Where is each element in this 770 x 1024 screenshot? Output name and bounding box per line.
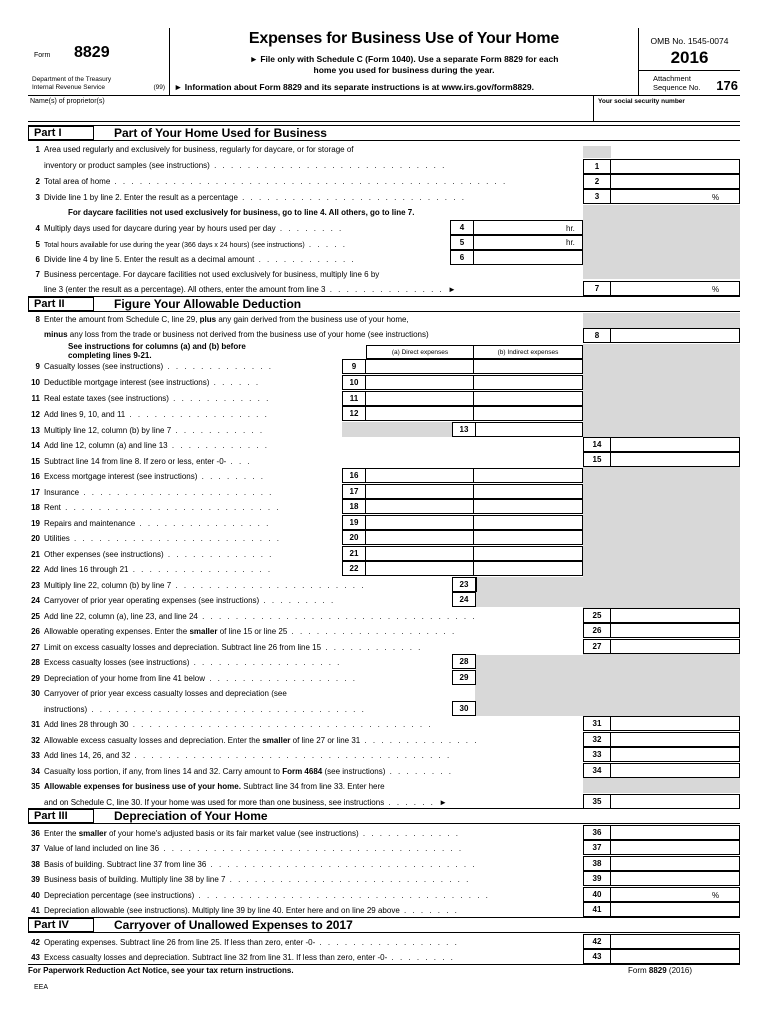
form-title: Expenses for Business Use of Your Home bbox=[248, 30, 560, 47]
line-13: 13 Multiply line 12, column (b) by line 7 . . . . . . . . . . . bbox=[31, 426, 265, 435]
ssn-field[interactable] bbox=[593, 96, 740, 122]
line-32-bold: smaller bbox=[262, 736, 291, 745]
line-7a: 7 Business percentage. For daycare facilities not used exclusively for business, multiply line 6 by bbox=[35, 270, 380, 279]
line-20b-input[interactable] bbox=[474, 530, 583, 545]
line-38-input[interactable] bbox=[611, 856, 740, 871]
line-7a-text: Business percentage. For daycare facilities not used exclusively for business, multiply line 6 by bbox=[44, 270, 380, 279]
line-36-bold: smaller bbox=[78, 829, 107, 838]
line-34-input[interactable] bbox=[611, 763, 740, 778]
line-17-text: Insurance bbox=[44, 488, 80, 497]
line-10-label: 10 bbox=[342, 375, 366, 390]
line-37-label: 37 bbox=[583, 840, 611, 855]
line-35a: 35 Allowable expenses for business use of your home. Subtract line 34 from line 33. Enter here bbox=[31, 782, 385, 791]
footer-rule bbox=[28, 964, 740, 965]
line-17a-input[interactable] bbox=[366, 484, 474, 499]
line-28-text: Excess casualty losses (see instructions) bbox=[44, 658, 190, 667]
line-38-label: 38 bbox=[583, 856, 611, 871]
line-31-label: 31 bbox=[583, 716, 611, 731]
line-7-input[interactable] bbox=[611, 281, 740, 296]
line-11b-input[interactable] bbox=[474, 391, 583, 406]
line-15: 15 Subtract line 14 from line 8. If zero or less, enter -0- . . . bbox=[31, 457, 252, 466]
line-36: 36 Enter the smaller of your home's adjusted basis or its fair market value (see instructions) . . . . . . . . . . . . bbox=[31, 829, 460, 838]
line-2-input[interactable] bbox=[611, 174, 740, 189]
line-37-text: Value of land included on line 36 bbox=[44, 844, 160, 853]
line-8-input[interactable] bbox=[611, 328, 740, 343]
form-header bbox=[28, 28, 740, 96]
shade bbox=[583, 778, 740, 793]
line-3-input[interactable] bbox=[611, 189, 740, 204]
line-19b-input[interactable] bbox=[474, 515, 583, 530]
line-36-input[interactable] bbox=[611, 825, 740, 840]
line-18a-input[interactable] bbox=[366, 499, 474, 514]
footer-form-pre: Form bbox=[628, 966, 649, 975]
line-17-label: 17 bbox=[342, 484, 366, 499]
line-30b: instructions) . . . . . . . . . . . . . . . . . . . . . . . . . . . . . . . . . bbox=[44, 705, 366, 714]
line-13-text: Multiply line 12, column (b) by line 7 bbox=[44, 426, 172, 435]
column-note-1: See instructions for columns (a) and (b) before bbox=[68, 342, 246, 351]
line-21: 21 Other expenses (see instructions) . . . . . . . . . . . . . bbox=[31, 550, 274, 559]
part-4-title: Carryover of Unallowed Expenses to 2017 bbox=[114, 918, 353, 932]
instruction-2[interactable]: ► Information about Form 8829 and its separate instructions is at www.irs.gov/form8829. bbox=[174, 82, 534, 92]
shade bbox=[583, 205, 740, 279]
line-35a-bold: Allowable expenses for business use of your home. bbox=[44, 782, 241, 791]
part-4-header bbox=[28, 917, 740, 933]
line-9-text: Casualty losses (see instructions) bbox=[44, 362, 164, 371]
part-2-header bbox=[28, 296, 740, 312]
line-22: 22 Add lines 16 through 21 . . . . . . . . . . . . . . . . . bbox=[31, 565, 273, 574]
col-b-header: (b) Indirect expenses bbox=[474, 345, 583, 359]
dept-line1: Department of the Treasury bbox=[32, 76, 112, 83]
line-18-label: 18 bbox=[342, 499, 366, 514]
line-5-label: 5 bbox=[450, 235, 474, 250]
line-4: 4 Multiply days used for daycare during year by hours used per day . . . . . . . . bbox=[35, 224, 344, 233]
line-32-label: 32 bbox=[583, 732, 611, 747]
line-5-text: Total hours available for use during the year (366 days x 24 hours) (see instructions) bbox=[44, 242, 305, 249]
line-26-pre: Allowable operating expenses. Enter the bbox=[44, 627, 188, 636]
line-10b-input[interactable] bbox=[474, 375, 583, 390]
hr-5: hr. bbox=[566, 238, 575, 247]
line-35-input[interactable] bbox=[611, 794, 740, 809]
col-a-header: (a) Direct expenses bbox=[366, 345, 474, 359]
line-15-input[interactable] bbox=[611, 452, 740, 467]
line-10: 10 Deductible mortgage interest (see instructions) . . . . . . bbox=[31, 378, 261, 387]
line-41-input[interactable] bbox=[611, 902, 740, 917]
line-2-text: Total area of home bbox=[44, 177, 111, 186]
line-8b-post: any loss from the trade or business not derived from the business use of your home (see instructions) bbox=[69, 330, 429, 339]
line-17: 17 Insurance . . . . . . . . . . . . . . . . . . . . . . . bbox=[31, 488, 274, 497]
line-22b-input[interactable] bbox=[474, 561, 583, 576]
form-number: 8829 bbox=[74, 44, 110, 61]
line-8b-bold: minus bbox=[44, 330, 68, 339]
line-31-input[interactable] bbox=[611, 716, 740, 731]
line-20-text: Utilities bbox=[44, 534, 70, 543]
line-2: 2 Total area of home . . . . . . . . . . . . . . . . . . . . . . . . . . . . . . . . . . . . . . . . . . . . . . . bbox=[35, 177, 508, 186]
line-23-input[interactable] bbox=[476, 577, 477, 592]
line-9b-input[interactable] bbox=[474, 359, 583, 374]
line-26-label: 26 bbox=[583, 623, 611, 638]
line-19-text: Repairs and maintenance bbox=[44, 519, 136, 528]
line-3-label: 3 bbox=[583, 189, 611, 204]
line-32-pre: Allowable excess casualty losses and depreciation. Enter the bbox=[44, 736, 261, 745]
sequence-number: 176 bbox=[716, 78, 738, 93]
part-3-header bbox=[28, 808, 740, 824]
line-23: 23 Multiply line 22, column (b) by line 7 . . . . . . . . . . . . . . . . . . . . . . . bbox=[31, 581, 366, 590]
line-30a-text: Carryover of prior year excess casualty losses and depreciation (see bbox=[44, 689, 287, 698]
line-36-post: of your home's adjusted basis or its fair market value (see instructions) bbox=[108, 829, 359, 838]
shade bbox=[342, 422, 452, 437]
line-32-post: of line 27 or line 31 bbox=[292, 736, 361, 745]
line-9-label: 9 bbox=[342, 359, 366, 374]
line-30a: 30 Carryover of prior year excess casualty losses and depreciation (see bbox=[31, 689, 287, 698]
line-28-label: 28 bbox=[452, 654, 476, 669]
part-1-tag: Part I bbox=[28, 126, 94, 140]
line-43: 43 Excess casualty losses and depreciation. Subtract line 32 from line 31. If less than zero, enter -0- . . . . . . . . bbox=[31, 953, 455, 962]
line-20-label: 20 bbox=[342, 530, 366, 545]
line-24: 24 Carryover of prior year operating expenses (see instructions) . . . . . . . . . bbox=[31, 596, 336, 605]
column-note-2: completing lines 9-21. bbox=[68, 351, 152, 360]
line-19a-input[interactable] bbox=[366, 515, 474, 530]
pct-7: % bbox=[712, 285, 720, 294]
line-42: 42 Operating expenses. Subtract line 26 from line 25. If less than zero, enter -0- . . . . . . . . . . . . . . . . . bbox=[31, 938, 459, 947]
line-8a: 8 Enter the amount from Schedule C, line 29, plus any gain derived from the business use of your home, bbox=[35, 315, 409, 324]
part-3-title: Depreciation of Your Home bbox=[114, 809, 268, 823]
line-27-label: 27 bbox=[583, 639, 611, 654]
line-40-label: 40 bbox=[583, 887, 611, 902]
line-11-text: Real estate taxes (see instructions) bbox=[44, 394, 169, 403]
line-30b-text: instructions) bbox=[44, 705, 88, 714]
shade bbox=[583, 344, 740, 437]
line-14-text: Add line 12, column (a) and line 13 bbox=[44, 441, 168, 450]
form-footer-id bbox=[628, 966, 692, 975]
line-31-text: Add lines 28 through 30 bbox=[44, 720, 129, 729]
line-38-text: Basis of building. Subtract line 37 from line 36 bbox=[44, 860, 207, 869]
line-21-text: Other expenses (see instructions) bbox=[44, 550, 164, 559]
line-9: 9 Casualty losses (see instructions) . . . . . . . . . . . . . bbox=[35, 362, 273, 371]
line-25-input[interactable] bbox=[611, 608, 740, 623]
instruction-1 bbox=[170, 54, 638, 76]
line-30-label: 30 bbox=[452, 701, 476, 716]
line-29: 29 Depreciation of your home from line 41 below . . . . . . . . . . . . . . . . . . bbox=[31, 674, 357, 683]
line-43-text: Excess casualty losses and depreciation. Subtract line 32 from line 31. If less than zero, enter -0- bbox=[44, 953, 388, 962]
omb-number: OMB No. 1545-0074 bbox=[650, 36, 729, 46]
line-6-label: 6 bbox=[450, 250, 474, 265]
line-22a-input[interactable] bbox=[366, 561, 474, 576]
form-id-block bbox=[28, 28, 170, 96]
line-16-text: Excess mortgage interest (see instructions) bbox=[44, 472, 198, 481]
line-10-text: Deductible mortgage interest (see instructions) bbox=[44, 378, 210, 387]
line-33-input[interactable] bbox=[611, 747, 740, 762]
line-36-label: 36 bbox=[583, 825, 611, 840]
line-1b-text: inventory or product samples (see instructions) bbox=[44, 161, 210, 170]
line-18: 18 Rent . . . . . . . . . . . . . . . . . . . . . . . . . . bbox=[31, 503, 281, 512]
line-42-input[interactable] bbox=[611, 934, 740, 949]
line-40-text: Depreciation percentage (see instructions) bbox=[44, 891, 195, 900]
line-8b bbox=[28, 330, 429, 339]
line-34-post: (see instructions) bbox=[324, 767, 386, 776]
line-39-label: 39 bbox=[583, 871, 611, 886]
line-16a-input[interactable] bbox=[366, 468, 474, 483]
line-6-text: Divide line 4 by line 5. Enter the result as a decimal amount bbox=[44, 255, 255, 264]
line-34-bold: Form 4684 bbox=[282, 767, 323, 776]
part-2-tag: Part II bbox=[28, 297, 94, 311]
line-5: 5 Total hours available for use during the year (366 days x 24 hours) (see instructions) . . . . . bbox=[35, 240, 347, 249]
line-12: 12 Add lines 9, 10, and 11 . . . . . . . . . . . . . . . . . bbox=[31, 410, 269, 419]
line-18-text: Rent bbox=[44, 503, 61, 512]
line-37: 37 Value of land included on line 36 . . . . . . . . . . . . . . . . . . . . . . . . . . . . . . . . . . . . bbox=[31, 844, 464, 853]
line-11a-input[interactable] bbox=[366, 391, 474, 406]
part-1-title: Part of Your Home Used for Business bbox=[114, 126, 327, 140]
footer-form-year: (2016) bbox=[666, 966, 693, 975]
line-15-text: Subtract line 14 from line 8. If zero or less, enter -0- bbox=[44, 457, 227, 466]
line-3: 3 Divide line 1 by line 2. Enter the result as a percentage . . . . . . . . . . . . . . . . . . . . . . . . . . . bbox=[35, 193, 466, 202]
line-41-text: Depreciation allowable (see instructions). Multiply line 39 by line 40. Enter here and on line 29 above bbox=[44, 906, 400, 915]
line-1b: inventory or product samples (see instructions) . . . . . . . . . . . . . . . . . . . . . . . . . . . . bbox=[44, 161, 447, 170]
line-40: 40 Depreciation percentage (see instructions) . . . . . . . . . . . . . . . . . . . . . . . . . . . . . . . . . . . bbox=[31, 891, 490, 900]
line-35-label: 35 bbox=[583, 794, 611, 809]
instruction-1b: home you used for business during the year. bbox=[313, 65, 495, 75]
line-23-text: Multiply line 22, column (b) by line 7 bbox=[44, 581, 172, 590]
shade bbox=[475, 577, 583, 607]
line-14: 14 Add line 12, column (a) and line 13 . . . . . . . . . . . . bbox=[31, 441, 269, 450]
shade bbox=[583, 654, 740, 716]
line-20a-input[interactable] bbox=[366, 530, 474, 545]
line-21-label: 21 bbox=[342, 546, 366, 561]
line-2-label: 2 bbox=[583, 174, 611, 189]
line-42-text: Operating expenses. Subtract line 26 from line 25. If less than zero, enter -0- bbox=[44, 938, 316, 947]
line-25-text: Add line 22, column (a), line 23, and line 24 bbox=[44, 612, 198, 621]
line-19-label: 19 bbox=[342, 515, 366, 530]
pct-40: % bbox=[712, 891, 720, 900]
line-7b: line 3 (enter the result as a percentage). All others, enter the amount from line 3 . . . . . . . . . . . . . . ► bbox=[44, 285, 458, 294]
line-15-label: 15 bbox=[583, 452, 611, 467]
line-6-input[interactable] bbox=[474, 250, 583, 265]
line-26-post: of line 15 or line 25 bbox=[219, 627, 288, 636]
line-29-text: Depreciation of your home from line 41 below bbox=[44, 674, 205, 683]
line-12-label: 12 bbox=[342, 406, 366, 421]
line-9a-input[interactable] bbox=[366, 359, 474, 374]
title-block bbox=[170, 28, 638, 96]
line-4-text: Multiply days used for daycare during year by hours used per day bbox=[44, 224, 276, 233]
shade bbox=[583, 467, 740, 608]
line-34-label: 34 bbox=[583, 763, 611, 778]
part-3-tag: Part III bbox=[28, 809, 94, 823]
line-39-input[interactable] bbox=[611, 871, 740, 886]
line-19: 19 Repairs and maintenance . . . . . . . . . . . . . . . . bbox=[31, 519, 271, 528]
line-39-text: Business basis of building. Multiply line 38 by line 7 bbox=[44, 875, 226, 884]
line-27: 27 Limit on excess casualty losses and depreciation. Subtract line 26 from line 15 . . . . . . . . . . . . bbox=[31, 643, 423, 652]
line-8-label: 8 bbox=[583, 328, 611, 343]
line-39: 39 Business basis of building. Multiply line 38 by line 7 . . . . . . . . . . . . . . . . . . . . . . . . . . . . . bbox=[31, 875, 471, 884]
line-43-label: 43 bbox=[583, 949, 611, 964]
line-25-label: 25 bbox=[583, 608, 611, 623]
daycare-note: For daycare facilities not used exclusively for business, go to line 4. All others, go to line 7. bbox=[68, 208, 415, 217]
line-17b-input[interactable] bbox=[474, 484, 583, 499]
pct-3: % bbox=[712, 193, 720, 202]
line-16b-input[interactable] bbox=[474, 468, 583, 483]
dept-line2: Internal Revenue Service bbox=[32, 84, 105, 91]
line-8a-pre: Enter the amount from Schedule C, line 29, bbox=[44, 315, 198, 324]
line-16: 16 Excess mortgage interest (see instructions) . . . . . . . . bbox=[31, 472, 265, 481]
line-3-text: Divide line 1 by line 2. Enter the result as a percentage bbox=[44, 193, 238, 202]
line-1a-text: Area used regularly and exclusively for business, regularly for daycare, or for storage of bbox=[44, 145, 354, 154]
line-38: 38 Basis of building. Subtract line 37 from line 36 . . . . . . . . . . . . . . . . . . . . . . . . . . . . . . . . bbox=[31, 860, 477, 869]
line-23-label: 23 bbox=[452, 577, 476, 592]
line-8a-post: any gain derived from the business use of your home, bbox=[218, 315, 409, 324]
line-27-text: Limit on excess casualty losses and depreciation. Subtract line 26 from line 15 bbox=[44, 643, 322, 652]
line-41: 41 Depreciation allowable (see instructions). Multiply line 39 by line 40. Enter here and on line 29 above . . . . . . . bbox=[31, 906, 459, 915]
footer-form-num: 8829 bbox=[648, 966, 667, 975]
line-36-pre: Enter the bbox=[44, 829, 77, 838]
line-40-input[interactable] bbox=[611, 887, 740, 902]
instruction-1a: ► File only with Schedule C (Form 1040). Use a separate Form 8829 for each bbox=[249, 54, 559, 64]
line-27-input[interactable] bbox=[611, 639, 740, 654]
line-34-pre: Casualty loss portion, if any, from lines 14 and 32. Carry amount to bbox=[44, 767, 280, 776]
line-29-label: 29 bbox=[452, 670, 476, 685]
irs-code: (99) bbox=[153, 84, 165, 91]
line-32: 32 Allowable excess casualty losses and depreciation. Enter the smaller of line 27 or line 31 . . . . . . . . . . . . . . bbox=[31, 736, 479, 745]
line-41-label: 41 bbox=[583, 902, 611, 917]
line-4-label: 4 bbox=[450, 220, 474, 235]
line-21b-input[interactable] bbox=[474, 546, 583, 561]
line-42-label: 42 bbox=[583, 934, 611, 949]
line-10a-input[interactable] bbox=[366, 375, 474, 390]
line-43-input[interactable] bbox=[611, 949, 740, 964]
line-22-label: 22 bbox=[342, 561, 366, 576]
line-26: 26 Allowable operating expenses. Enter the smaller of line 15 or line 25 . . . . . . . . . . . . . . . . . . . . bbox=[31, 627, 457, 636]
line-6: 6 Divide line 4 by line 5. Enter the result as a decimal amount . . . . . . . . . . . . bbox=[35, 255, 356, 264]
line-35b: and on Schedule C, line 30. If your home was used for more than one business, see instructions . . . . . . ► bbox=[44, 798, 450, 807]
line-16-label: 16 bbox=[342, 468, 366, 483]
line-25: 25 Add line 22, column (a), line 23, and line 24 . . . . . . . . . . . . . . . . . . . . . . . . . . . . . . . . . bbox=[31, 612, 477, 621]
tax-year: 2016 bbox=[639, 48, 740, 71]
line-12b-input[interactable] bbox=[474, 406, 583, 421]
department-block bbox=[32, 76, 111, 92]
line-33-label: 33 bbox=[583, 747, 611, 762]
ssn-label: Your social security number bbox=[598, 98, 685, 105]
line-14-label: 14 bbox=[583, 437, 611, 452]
line-21a-input[interactable] bbox=[366, 546, 474, 561]
line-28: 28 Excess casualty losses (see instructions) . . . . . . . . . . . . . . . . . . bbox=[31, 658, 342, 667]
line-1-label: 1 bbox=[583, 159, 611, 174]
line-1a: 1 Area used regularly and exclusively for business, regularly for daycare, or for storage of bbox=[35, 145, 354, 154]
line-35b-text: and on Schedule C, line 30. If your home was used for more than one business, see instructions bbox=[44, 798, 385, 807]
part-1-header bbox=[28, 125, 740, 141]
line-13-input[interactable] bbox=[476, 422, 583, 437]
line-12-text: Add lines 9, 10, and 11 bbox=[44, 410, 126, 419]
part-2-title: Figure Your Allowable Deduction bbox=[114, 297, 302, 311]
shade bbox=[475, 655, 583, 716]
hr-4: hr. bbox=[566, 224, 575, 233]
line-31: 31 Add lines 28 through 30 . . . . . . . . . . . . . . . . . . . . . . . . . . . . . . . . . . . . bbox=[31, 720, 433, 729]
line-11: 11 Real estate taxes (see instructions) . . . . . . . . . . . . bbox=[31, 394, 271, 403]
attachment-text: Attachment bbox=[653, 74, 691, 83]
line-14-input[interactable] bbox=[611, 437, 740, 452]
name-row bbox=[28, 96, 740, 122]
line-8a-bold: plus bbox=[199, 315, 217, 324]
line-12a-input[interactable] bbox=[366, 406, 474, 421]
line-33-text: Add lines 14, 26, and 32 bbox=[44, 751, 131, 760]
name-label: Name(s) of proprietor(s) bbox=[30, 98, 105, 105]
column-note bbox=[68, 342, 246, 360]
line-34: 34 Casualty loss portion, if any, from lines 14 and 32. Carry amount to Form 4684 (see instructions) . . . . . . . . bbox=[31, 767, 453, 776]
line-26-bold: smaller bbox=[189, 627, 218, 636]
line-24-label: 24 bbox=[452, 592, 476, 607]
line-37-input[interactable] bbox=[611, 840, 740, 855]
line-7b-text: line 3 (enter the result as a percentage). All others, enter the amount from line 3 bbox=[44, 285, 326, 294]
part-4-tag: Part IV bbox=[28, 918, 94, 932]
line-7-label: 7 bbox=[583, 281, 611, 296]
attachment-label bbox=[653, 74, 701, 92]
line-11-label: 11 bbox=[342, 391, 366, 406]
line-1-input[interactable] bbox=[611, 159, 740, 174]
line-22-text: Add lines 16 through 21 bbox=[44, 565, 129, 574]
line-18b-input[interactable] bbox=[474, 499, 583, 514]
omb-block bbox=[638, 28, 740, 96]
line-33: 33 Add lines 14, 26, and 32 . . . . . . . . . . . . . . . . . . . . . . . . . . . . . . . . . . . . . . bbox=[31, 751, 452, 760]
line-35a-post: Subtract line 34 from line 33. Enter here bbox=[243, 782, 385, 791]
line-32-input[interactable] bbox=[611, 732, 740, 747]
paperwork-notice: For Paperwork Reduction Act Notice, see your tax return instructions. bbox=[28, 966, 294, 975]
sequence-label: Sequence No. bbox=[653, 83, 701, 92]
line-26-input[interactable] bbox=[611, 623, 740, 638]
form-label: Form bbox=[34, 52, 51, 59]
eea-mark: EEA bbox=[34, 984, 49, 991]
shade bbox=[583, 146, 611, 158]
line-24-text: Carryover of prior year operating expenses (see instructions) bbox=[44, 596, 260, 605]
line-20: 20 Utilities . . . . . . . . . . . . . . . . . . . . . . . . . bbox=[31, 534, 281, 543]
line-13-label: 13 bbox=[452, 422, 476, 437]
